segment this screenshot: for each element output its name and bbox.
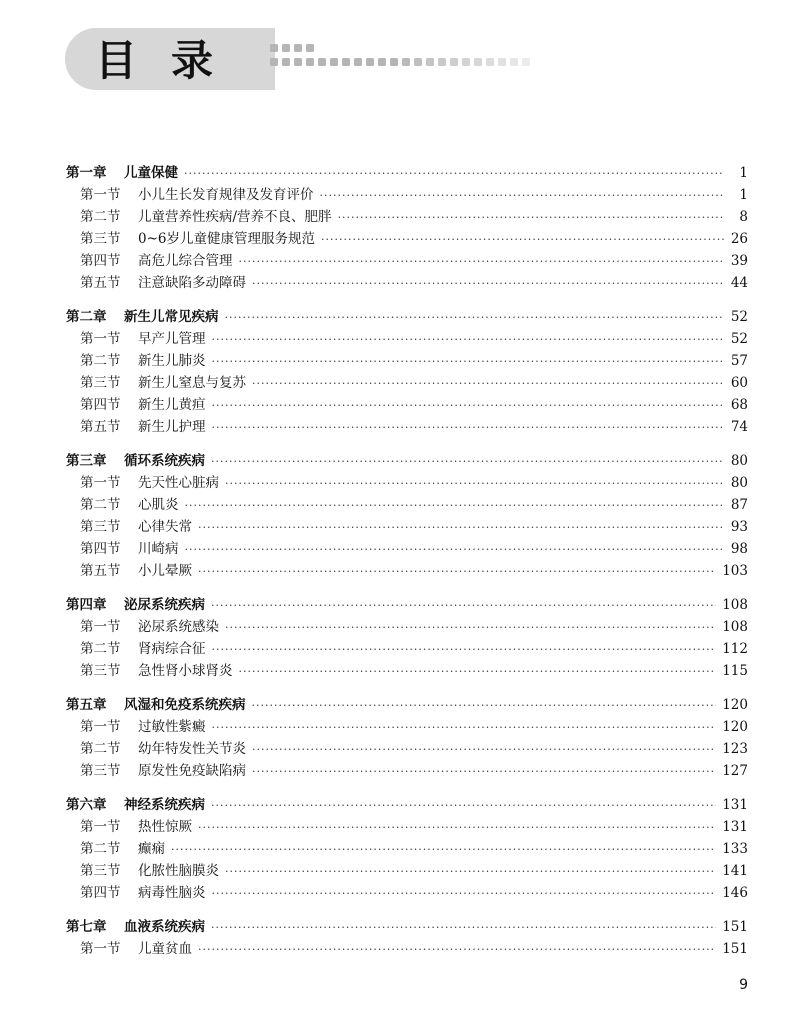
toc-section-row-title: 过敏性紫癜 — [138, 719, 206, 735]
toc-chapter-row-number: 第一章 — [66, 165, 107, 181]
toc-chapter — [66, 162, 748, 294]
dot-leader — [252, 273, 724, 295]
toc-section-row-number: 第五节 — [80, 275, 121, 291]
toc-section-row-number: 第一节 — [80, 331, 121, 347]
toc-section-row-page: 80 — [730, 475, 748, 491]
toc-chapter-row-page: 108 — [722, 597, 748, 613]
toc-chapter-row-number: 第五章 — [66, 697, 107, 713]
dot-leader — [225, 473, 724, 495]
toc-section-row[interactable] — [66, 328, 748, 350]
dot-leader — [239, 251, 725, 273]
toc-section-row-number: 第三节 — [80, 231, 121, 247]
dot-leader — [212, 417, 725, 439]
toc-section-row[interactable] — [66, 938, 748, 960]
decorative-dot — [486, 58, 494, 66]
toc-section-row-page: 39 — [730, 253, 748, 269]
toc-section-row-number: 第四节 — [80, 885, 121, 901]
toc-section-row-page: 131 — [722, 819, 748, 835]
toc-section-row-page: 120 — [722, 719, 748, 735]
dot-leader — [198, 817, 716, 839]
toc-section-row-number: 第二节 — [80, 209, 121, 225]
dot-leader — [198, 517, 724, 539]
toc-chapter — [66, 450, 748, 582]
dot-leader — [212, 395, 725, 417]
dot-leader — [252, 373, 724, 395]
decorative-dot — [402, 58, 410, 66]
toc-section-row[interactable] — [66, 228, 748, 250]
dot-leader — [211, 795, 716, 817]
toc-section-row-title: 早产儿管理 — [138, 331, 206, 347]
toc-section-row-number: 第三节 — [80, 663, 121, 679]
toc-section-row-number: 第三节 — [80, 375, 121, 391]
toc-section-row-number: 第三节 — [80, 763, 121, 779]
toc-chapter — [66, 594, 748, 682]
dot-leader — [212, 351, 725, 373]
toc-section-row[interactable] — [66, 538, 748, 560]
toc-section-row-number: 第四节 — [80, 397, 121, 413]
dot-leader — [225, 861, 716, 883]
toc-section-row[interactable] — [66, 350, 748, 372]
toc-chapter-row-number: 第七章 — [66, 919, 107, 935]
toc-section-row[interactable] — [66, 738, 748, 760]
toc-section-row-page: 8 — [739, 209, 748, 225]
decorative-dot — [498, 58, 506, 66]
decorative-dot — [306, 58, 314, 66]
toc-section-row-title: 新生儿黄疸 — [138, 397, 206, 413]
toc-chapter-row[interactable] — [66, 162, 748, 184]
toc-chapter-row-page: 120 — [722, 697, 748, 713]
toc-section-row-page: 103 — [722, 563, 748, 579]
toc-chapter-row[interactable] — [66, 594, 748, 616]
toc-section-row-page: 93 — [730, 519, 748, 535]
toc-chapter-row[interactable] — [66, 306, 748, 328]
toc-section-row-title: 新生儿窒息与复苏 — [138, 375, 246, 391]
toc-chapter-row-number: 第二章 — [66, 309, 107, 325]
toc-chapter — [66, 794, 748, 904]
dot-leader — [198, 939, 716, 961]
dot-leader — [212, 717, 717, 739]
toc-chapter-row-page: 80 — [730, 453, 748, 469]
toc-section-row-title: 幼年特发性关节炎 — [138, 741, 246, 757]
toc-section-row-page: 123 — [722, 741, 748, 757]
toc-section-row-page: 112 — [722, 641, 748, 657]
toc-section-row-title: 高危儿综合管理 — [138, 253, 233, 269]
toc-section-row-number: 第二节 — [80, 497, 121, 513]
toc-chapter-row-page: 151 — [722, 919, 748, 935]
toc-chapter-row-title: 血液系统疾病 — [124, 919, 205, 935]
toc-section-row-page: 133 — [722, 841, 748, 857]
toc-section-row-title: 川崎病 — [138, 541, 179, 557]
toc-section-row-page: 98 — [730, 541, 748, 557]
toc-section-row-number: 第一节 — [80, 475, 121, 491]
toc-section-row-page: 146 — [722, 885, 748, 901]
decorative-dot — [294, 58, 302, 66]
toc-section-row-number: 第一节 — [80, 187, 121, 203]
dot-leader — [225, 617, 716, 639]
dot-leader — [211, 451, 724, 473]
toc-chapter-row-title: 新生儿常见疾病 — [124, 309, 219, 325]
toc-section-row-page: 1 — [739, 187, 748, 203]
toc-section-row[interactable] — [66, 494, 748, 516]
decorative-dot — [366, 58, 374, 66]
toc-section-row-title: 儿童贫血 — [138, 941, 192, 957]
toc-chapter — [66, 306, 748, 438]
toc-chapter-row[interactable] — [66, 450, 748, 472]
toc-section-row-title: 小儿生长发育规律及发育评价 — [138, 187, 314, 203]
toc-section-row[interactable] — [66, 206, 748, 228]
toc-section-row-number: 第一节 — [80, 819, 121, 835]
toc-section-row-page: 115 — [722, 663, 748, 679]
dot-leader — [198, 561, 716, 583]
toc-section-row-number: 第二节 — [80, 841, 121, 857]
toc-section-row[interactable] — [66, 472, 748, 494]
dot-leader — [185, 495, 725, 517]
toc-section-row-page: 57 — [730, 353, 748, 369]
toc-section-row-title: 新生儿护理 — [138, 419, 206, 435]
toc-section-row-number: 第二节 — [80, 353, 121, 369]
dot-leader — [321, 229, 724, 251]
decorative-dot — [426, 58, 434, 66]
decorative-dot — [306, 44, 314, 52]
decorative-dot — [390, 58, 398, 66]
toc-chapter-row-title: 循环系统疾病 — [124, 453, 205, 469]
toc-section-row[interactable] — [66, 250, 748, 272]
toc-section-row[interactable] — [66, 560, 748, 582]
decorative-dot — [270, 44, 278, 52]
toc-section-row[interactable] — [66, 394, 748, 416]
toc-chapter-row-number: 第三章 — [66, 453, 107, 469]
toc-chapter — [66, 694, 748, 782]
toc-chapter-row[interactable] — [66, 794, 748, 816]
toc-section-row-title: 0~6岁儿童健康管理服务规范 — [138, 231, 315, 247]
toc-chapter-row-page: 131 — [722, 797, 748, 813]
toc-section-row-number: 第三节 — [80, 519, 121, 535]
decorative-dot — [342, 58, 350, 66]
toc-section-row-title: 小儿晕厥 — [138, 563, 192, 579]
toc-section-row-title: 儿童营养性疾病/营养不良、肥胖 — [138, 209, 332, 225]
toc-section-row[interactable] — [66, 516, 748, 538]
toc-chapter-row-title: 儿童保健 — [124, 165, 178, 181]
toc-section-row[interactable] — [66, 638, 748, 660]
toc-section-row[interactable] — [66, 838, 748, 860]
toc-section-row-page: 87 — [730, 497, 748, 513]
toc-section-row-page: 141 — [722, 863, 748, 879]
toc-section-row-title: 热性惊厥 — [138, 819, 192, 835]
decorative-dot — [510, 58, 518, 66]
toc-section-row-title: 急性肾小球肾炎 — [138, 663, 233, 679]
toc-section-row[interactable] — [66, 372, 748, 394]
decorative-dot — [438, 58, 446, 66]
toc-section-row-page: 26 — [730, 231, 748, 247]
toc-section-row-title: 心肌炎 — [138, 497, 179, 513]
dot-leader — [211, 917, 716, 939]
decorative-dot — [450, 58, 458, 66]
toc-section-row-number: 第一节 — [80, 619, 121, 635]
decorative-dot — [318, 58, 326, 66]
dot-leader — [212, 639, 717, 661]
dot-leader — [212, 883, 717, 905]
decorative-dot — [330, 58, 338, 66]
toc-section-row-title: 新生儿肺炎 — [138, 353, 206, 369]
toc-section-row[interactable] — [66, 760, 748, 782]
decorative-dot — [414, 58, 422, 66]
toc-chapter-row-page: 1 — [739, 165, 748, 181]
dot-leader — [239, 661, 717, 683]
toc-section-row-title: 病毒性脑炎 — [138, 885, 206, 901]
dot-leader — [252, 695, 717, 717]
toc-section-row-number: 第四节 — [80, 541, 121, 557]
table-of-contents — [66, 162, 748, 972]
decorative-dot — [282, 44, 290, 52]
toc-section-row[interactable] — [66, 860, 748, 882]
toc-section-row-page: 127 — [722, 763, 748, 779]
toc-section-row-number: 第三节 — [80, 863, 121, 879]
toc-section-row-title: 肾病综合征 — [138, 641, 206, 657]
dot-leader — [225, 307, 725, 329]
toc-section-row[interactable] — [66, 416, 748, 438]
toc-section-row-page: 151 — [722, 941, 748, 957]
dot-leader — [320, 185, 725, 207]
decorative-dot — [270, 58, 278, 66]
toc-chapter-row-page: 52 — [730, 309, 748, 325]
toc-section-row-number: 第四节 — [80, 253, 121, 269]
dot-leader — [185, 539, 725, 561]
toc-section-row-number: 第一节 — [80, 719, 121, 735]
toc-section-row-title: 泌尿系统感染 — [138, 619, 219, 635]
toc-section-row-page: 68 — [730, 397, 748, 413]
toc-chapter-row[interactable] — [66, 694, 748, 716]
dot-leader — [184, 163, 724, 185]
decorative-dot — [282, 58, 290, 66]
dot-leader — [211, 595, 716, 617]
decorative-dot — [474, 58, 482, 66]
toc-chapter-row-number: 第四章 — [66, 597, 107, 613]
toc-section-row-title: 心律失常 — [138, 519, 192, 535]
decorative-dot — [462, 58, 470, 66]
toc-section-row[interactable] — [66, 660, 748, 682]
page-title: 目录 — [95, 36, 248, 85]
toc-section-row-number: 第五节 — [80, 419, 121, 435]
toc-section-row-title: 化脓性脑膜炎 — [138, 863, 219, 879]
toc-chapter-row[interactable] — [66, 916, 748, 938]
toc-section-row[interactable] — [66, 272, 748, 294]
toc-chapter-row-title: 神经系统疾病 — [124, 797, 205, 813]
decorative-dot — [522, 58, 530, 66]
toc-section-row[interactable] — [66, 816, 748, 838]
dot-leader — [171, 839, 716, 861]
page-number: 9 — [739, 977, 748, 993]
toc-section-row[interactable] — [66, 716, 748, 738]
toc-chapter-row-title: 风湿和免疫系统疾病 — [124, 697, 246, 713]
toc-section-row-page: 44 — [730, 275, 748, 291]
dot-leader — [252, 739, 716, 761]
toc-section-row-number: 第二节 — [80, 741, 121, 757]
dot-leader — [338, 207, 724, 229]
toc-section-row-number: 第二节 — [80, 641, 121, 657]
dot-leader — [212, 329, 725, 351]
toc-chapter-row-title: 泌尿系统疾病 — [124, 597, 205, 613]
toc-section-row-title: 注意缺陷多动障碍 — [138, 275, 246, 291]
toc-section-row-page: 60 — [730, 375, 748, 391]
toc-section-row-number: 第一节 — [80, 941, 121, 957]
dot-leader — [252, 761, 716, 783]
toc-section-row-page: 52 — [730, 331, 748, 347]
toc-section-row[interactable] — [66, 184, 748, 206]
decorative-dot — [378, 58, 386, 66]
toc-section-row-title: 癫痫 — [138, 841, 165, 857]
toc-section-row-number: 第五节 — [80, 563, 121, 579]
toc-section-row-page: 108 — [722, 619, 748, 635]
toc-section-row-title: 先天性心脏病 — [138, 475, 219, 491]
decorative-dot — [294, 44, 302, 52]
toc-section-row-page: 74 — [730, 419, 748, 435]
toc-section-row-title: 原发性免疫缺陷病 — [138, 763, 246, 779]
decorative-dot — [354, 58, 362, 66]
toc-chapter-row-number: 第六章 — [66, 797, 107, 813]
toc-section-row[interactable] — [66, 882, 748, 904]
decorative-dot-pattern — [270, 44, 530, 72]
toc-section-row[interactable] — [66, 616, 748, 638]
toc-chapter — [66, 916, 748, 960]
